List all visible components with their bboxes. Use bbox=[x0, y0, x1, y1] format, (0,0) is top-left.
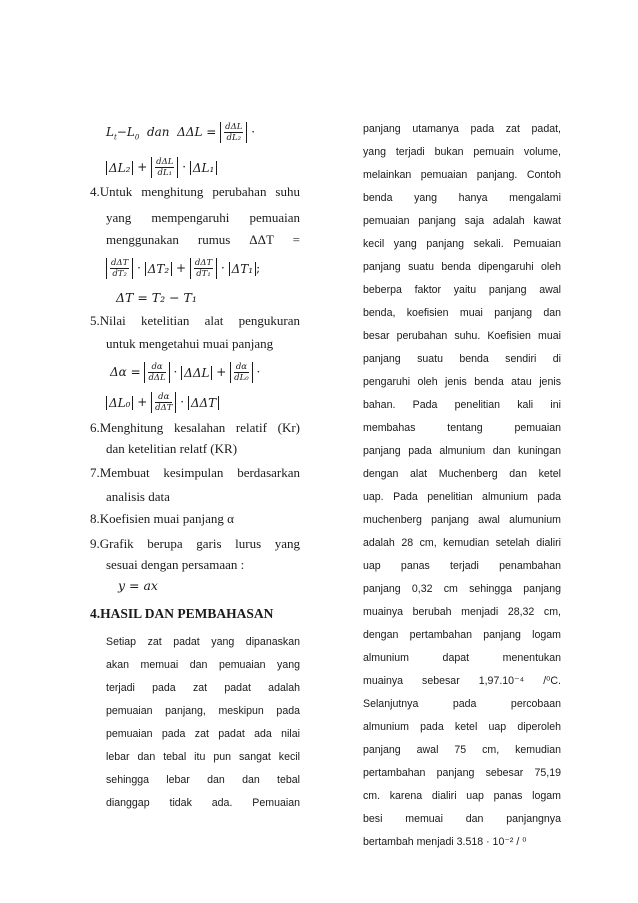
right-para-line: cm. karena dialiri uap panas logam bbox=[363, 790, 561, 802]
section-heading: 4.HASIL DAN PEMBAHASAN bbox=[90, 606, 274, 621]
item-9-equation: y = ax bbox=[118, 578, 158, 593]
item-4-equation-2: ΔT = T₂ − T₁ bbox=[116, 290, 197, 305]
item-7-line-1: 7.Membuat kesimpulan berdasarkan bbox=[90, 465, 300, 480]
right-para-line: yang terjadi bukan pemuain volume, bbox=[363, 146, 561, 158]
right-para-line: adalah 28 cm, kemudian setelah dialiri bbox=[363, 537, 561, 549]
right-para-line: muainya berubah menjadi 28,32 cm, bbox=[363, 606, 561, 618]
right-para-line: panjang pada almunium dan kuningan bbox=[363, 445, 561, 457]
item-7-line-2: analisis data bbox=[106, 489, 170, 504]
item-4-line-3: menggunakan rumus ΔΔT = bbox=[106, 232, 300, 247]
left-para-line: pemuaian pada zat padat ada nilai bbox=[106, 728, 300, 740]
right-para-line: almunium dapat menentukan bbox=[363, 652, 561, 664]
right-para-line: benda, koefisien muai panjang dan bbox=[363, 307, 561, 319]
item-5-line-2: untuk mengetahui muai panjang bbox=[106, 336, 274, 351]
left-para-line: lebar dan tebal itu pun sangat kecil bbox=[106, 751, 300, 763]
right-para-line: almunium pada ketel uap diperoleh bbox=[363, 721, 561, 733]
item-6-line-1: 6.Menghitung kesalahan relatif (Kr) bbox=[90, 420, 300, 435]
right-para-line: beberpa faktor yaitu panjang awal bbox=[363, 284, 561, 296]
right-para-line: panjang suatu benda dipengaruhi oleh bbox=[363, 261, 561, 273]
right-para-line: pemuaian panjang saja adalah kawat bbox=[363, 215, 561, 227]
right-para-line: panjang suatu benda sendiri di bbox=[363, 353, 561, 365]
item-9-line-2: sesuai dengan persamaan : bbox=[106, 557, 245, 572]
item-5-equation: Δα = $\frac{d\alpha}{\text{dΔL}}$ · ΔΔL + $\frac{d\alpha}{\text{dL₀}}$ · bbox=[110, 362, 261, 383]
right-para-line: benda yang hanya mengalami bbox=[363, 192, 561, 204]
right-para-line: membahas tentang pemuaian bbox=[363, 422, 561, 434]
equation-1-cont: ΔL₂ + $\frac{\text{dΔL}}{\text{dL₁}}$ · ΔL₁ bbox=[106, 157, 217, 178]
item-4-equation: $\frac{\text{dΔT}}{\text{dT₂}}$ · ΔT₂ + $\frac{\text{dΔT}}{\text{dT₁}}$ · ΔT₁ ; bbox=[106, 258, 260, 279]
equation-1: $L_t-L_0$ dan ΔΔL = $\frac{\text{dΔL}}{\text{dL₂}}$ · bbox=[106, 122, 256, 143]
item-5-line-1: 5.Nilai ketelitian alat pengukuran bbox=[90, 313, 300, 328]
right-para-line: panjang utamanya pada zat padat, bbox=[363, 123, 561, 135]
right-para-line: dengan alat Muchenberg dan ketel bbox=[363, 468, 561, 480]
right-para-line: muainya sebesar 1,97.10⁻⁴ /⁰C. bbox=[363, 675, 561, 687]
right-para-line: kecil yang panjang sekali. Pemuaian bbox=[363, 238, 561, 250]
right-para-line: Selanjutnya pada percobaan bbox=[363, 698, 561, 710]
left-para-line: sehingga lebar dan dan tebal bbox=[106, 774, 300, 786]
left-para-line: akan memuai dan pemuaian yang bbox=[106, 659, 300, 671]
right-para-line: dengan pertambahan panjang logam bbox=[363, 629, 561, 641]
left-para-line: Setiap zat padat yang dipanaskan bbox=[106, 636, 300, 648]
right-para-line: pertambahan panjang sebesar 75,19 bbox=[363, 767, 561, 779]
item-8: 8.Koefisien muai panjang α bbox=[90, 511, 234, 526]
item-9-line-1: 9.Grafik berupa garis lurus yang bbox=[90, 536, 300, 551]
left-para-line: dianggap tidak ada. Pemuaian bbox=[106, 797, 300, 809]
item-6-line-2: dan ketelitian relatf (KR) bbox=[106, 441, 238, 456]
right-para-line: uap. Pada penelitian almunium pada bbox=[363, 491, 561, 503]
right-para-line: bertambah menjadi 3.518 · 10⁻² / ⁰ bbox=[363, 836, 527, 848]
item-4-line-2: yang mempengaruhi pemuaian bbox=[106, 210, 300, 225]
item-5-equation-cont: ΔL₀ + $\frac{d\alpha}{\text{dΔT}}$ · ΔΔT bbox=[106, 392, 219, 413]
right-para-line: panjang awal 75 cm, kemudian bbox=[363, 744, 561, 756]
right-para-line: muchenberg panjang awal alumunium bbox=[363, 514, 561, 526]
right-para-line: besi memuai dan panjangnya bbox=[363, 813, 561, 825]
right-para-line: pengaruhi oleh jenis benda atau jenis bbox=[363, 376, 561, 388]
right-para-line: uap panas terjadi penambahan bbox=[363, 560, 561, 572]
left-para-line: pemuaian panjang, meskipun pada bbox=[106, 705, 300, 717]
right-para-line: melainkan pemuaian panjang. Contoh bbox=[363, 169, 561, 181]
right-para-line: bahan. Pada penelitian kali ini bbox=[363, 399, 561, 411]
right-para-line: panjang 0,32 cm sehingga panjang bbox=[363, 583, 561, 595]
left-para-line: terjadi pada zat padat adalah bbox=[106, 682, 300, 694]
right-para-line: besar perubahan suhu. Koefisien muai bbox=[363, 330, 561, 342]
item-4-line-1: 4.Untuk menghitung perubahan suhu bbox=[90, 184, 300, 199]
